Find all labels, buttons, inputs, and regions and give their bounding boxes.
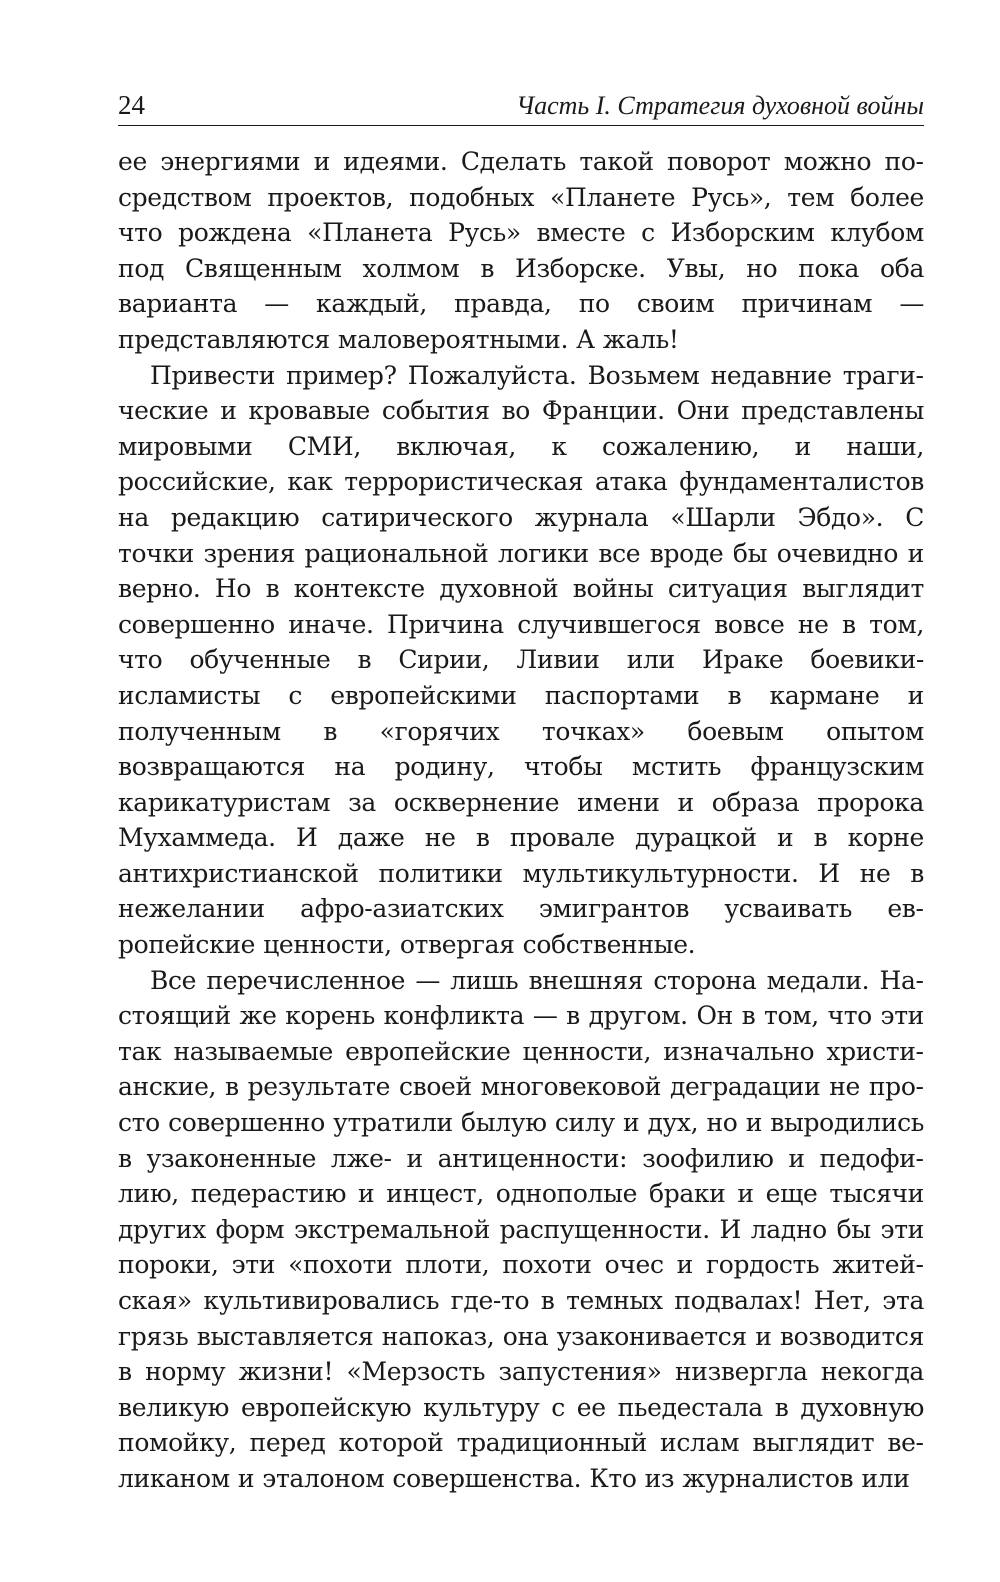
paragraph-2: Привести пример? Пожалуйста. Возьмем недавние трагические и кровавые события во Франции. Они представлены мировыми СМИ, включая, к сожалению, и наши, российские, как террористическая атака фундаменталистов на редакцию сатирического журнала «Шарли Эбдо». С точки зрения рaциональной логики все вроде бы очевидно и верно. Но в контексте духовной войны ситуация выглядит совершенно иначе. Причина случившегося вовсе не в том, что обученные в Сирии, Ливии или Ираке боевики-исламисты с европейскими паспортами в кармане и полученным в «горячих точках» боевым опытом возвращаются на родину, чтобы мстить французским карикатуристам за осквернение имени и образа пророка Мухаммеда. И даже не в провале дурацкой и в корне антихристианской политики мультикультурности. И не в нежелании афро-азиатских эмигрантов усваивать европейские ценности, отвергая собственные.	[118, 360, 924, 960]
running-title: Часть I. Стратегия духовной войны	[516, 91, 924, 120]
book-page	[118, 92, 924, 1497]
paragraph-1: ее энергиями и идеями. Сделать такой поворот можно посредством проектов, подобных «Планете Русь», тем более что рождена «Планета Русь» вместе с Изборским клубом под Священным холмом в Изборске. Увы, но пока оба варианта — каждый, правда, по своим причинам — представляются маловероятными. А жаль!	[118, 147, 924, 354]
body-text	[118, 144, 924, 1497]
running-header	[118, 92, 924, 126]
page-number: 24	[118, 90, 145, 120]
paragraph-3: Все перечисленное — лишь внешняя сторона медали. Настоящий же корень конфликта — в другом. Он в том, что эти так называемые европейские ценности, изначально христианские, в результате своей многовековой деградации не просто совершенно утратили былую силу и дух, но и выродились в узаконенные лже- и антиценности: зоофилию и педофилию, педерастию и инцест, однополые браки и еще тысячи других форм экстремальной распущенности. И ладно бы эти пороки, эти «похоти плоти, похоти очес и гордость житейская» культивировались где-то в темных подвалах! Нет, эта грязь выставляется напоказ, она узаконивается и возводится в норму жизни! «Мерзость запустения» низвергла некогда великую европейскую культуру с ее пьедестала в духовную помойку, перед которой традиционный ислам выглядит великаном и эталоном совершенства. Кто из журналистов или	[118, 965, 924, 1493]
